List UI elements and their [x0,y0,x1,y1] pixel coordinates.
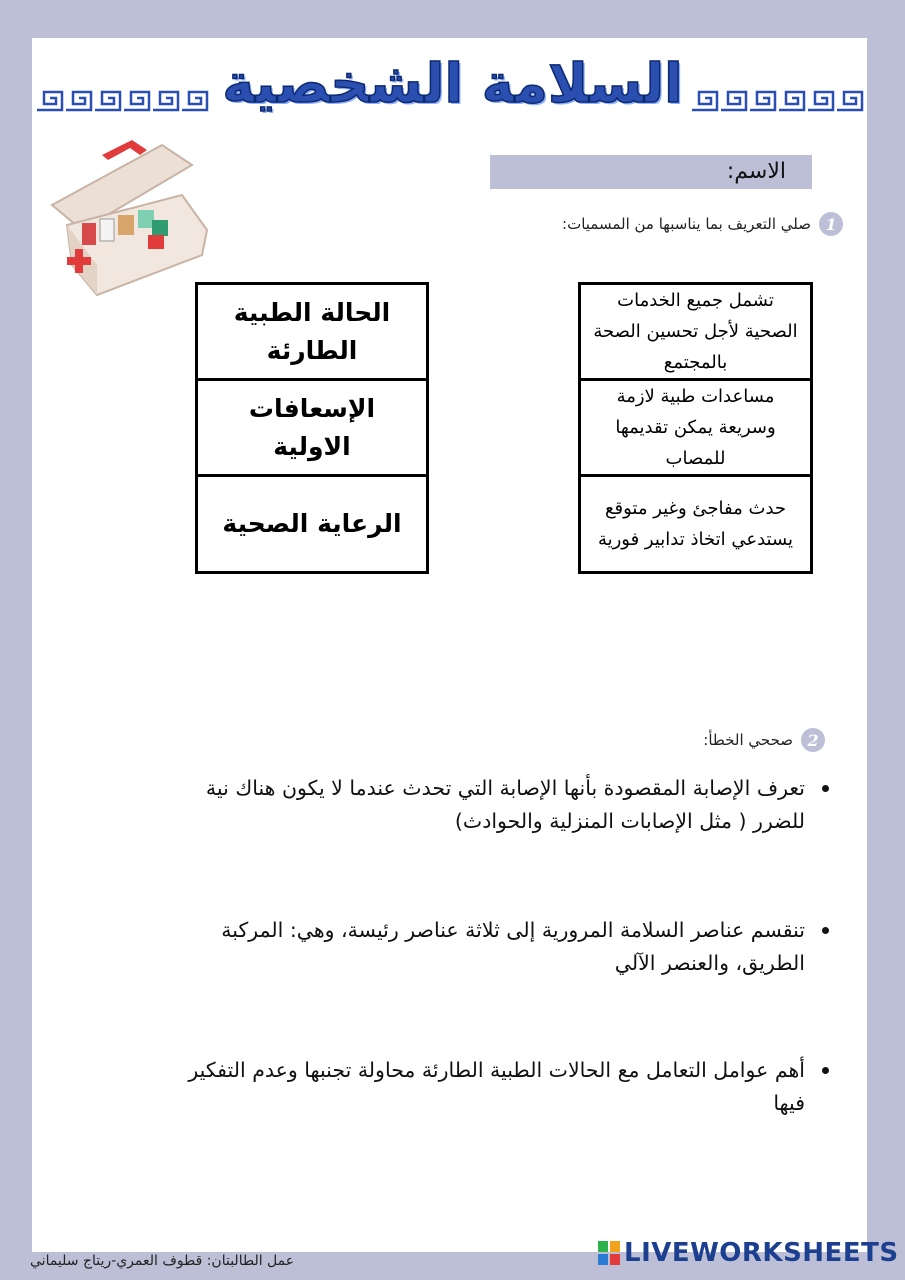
statement-2[interactable] [203,914,823,980]
section2-instruction: صححي الخطأ: [703,731,793,749]
bullet-dot [822,785,829,792]
term-text: الإسعافات الاولية [248,393,376,461]
definition-box[interactable] [581,285,810,381]
name-field[interactable] [490,155,812,189]
page-title: السلامة الشخصية [222,52,683,115]
liveworksheets-logo-text: LIVEWORKSHEETS [624,1238,899,1268]
liveworksheets-logo [598,1238,899,1268]
statement-text: أهم عوامل التعامل مع الحالات الطبية الطارئة محاولة تجنبها وعدم التفكير فيها [188,1058,805,1115]
definition-text: حدث مفاجئ وغير متوقع يستدعي اتخاذ تدابير فورية [597,498,794,550]
credit-text: عمل الطالبتان: قطوف العمري-ريتاج سليماني [30,1253,295,1269]
section2-heading [703,728,825,752]
name-label: الاسم: [726,159,786,184]
liveworksheets-logo-icon [598,1241,620,1265]
term-text: الحالة الطبية الطارئة [233,297,391,365]
definition-box[interactable] [581,381,810,477]
statement-3[interactable] [163,1054,823,1120]
section1-instruction: صلي التعريف بما يناسبها من المسميات: [562,215,811,233]
first-aid-kit-icon [42,135,212,305]
section1-heading [562,212,843,236]
bullet-dot [822,1067,829,1074]
bullet-dot [822,927,829,934]
terms-column [195,282,429,574]
definition-text: مساعدات طبية لازمة وسريعة يمكن تقديمها للمصاب [615,386,776,469]
term-box[interactable] [198,285,426,381]
section1-number-badge: 1 [819,212,843,236]
definitions-column [578,282,813,574]
term-box[interactable] [198,381,426,477]
statement-text: تنقسم عناصر السلامة المرورية إلى ثلاثة عناصر رئيسة، وهي: المركبة الطريق، والعنصر الآلي [221,918,805,975]
section2-number-badge: 2 [801,728,825,752]
term-text: الرعاية الصحية [222,509,402,538]
statement-1[interactable] [163,772,823,838]
statement-text: تعرف الإصابة المقصودة بأنها الإصابة التي تحدث عندما لا يكون هناك نية للضرر ( مثل الإصابات المنزلية والحوادث) [205,776,805,833]
definition-text: تشمل جميع الخدمات الصحية لأجل تحسين الصحة بالمجتمع [593,290,798,373]
term-box[interactable] [198,477,426,571]
definition-box[interactable] [581,477,810,571]
